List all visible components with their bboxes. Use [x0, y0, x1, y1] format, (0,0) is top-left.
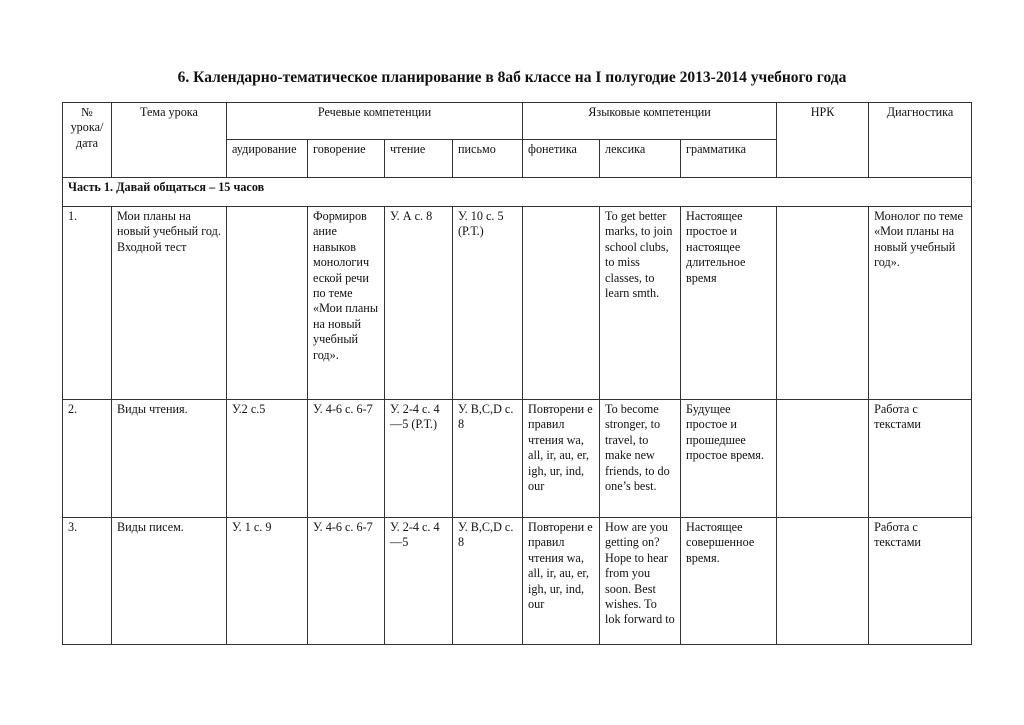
cell-lexis: To get better marks, to join school clubs, to miss classes, to learn smth.: [600, 207, 681, 400]
cell-reading: У. 2-4 с. 4—5: [385, 518, 453, 645]
header-num: № урока/ дата: [63, 103, 112, 178]
cell-topic: Виды писем.: [112, 518, 227, 645]
cell-nrk: [777, 518, 869, 645]
cell-speaking: Формиров ание навыков монологич еской речи по теме «Мои планы на новый учебный год».: [308, 207, 385, 400]
table-row: [63, 400, 972, 518]
header-row-1: [63, 103, 972, 140]
header-lexis: лексика: [600, 140, 681, 178]
section-title: Часть 1. Давай общаться – 15 часов: [63, 178, 972, 207]
cell-speaking: У. 4-6 с. 6-7: [308, 518, 385, 645]
header-diagnostics: Диагностика: [869, 103, 972, 178]
cell-writing: У. 10 с. 5 (Р.Т.): [453, 207, 523, 400]
cell-grammar: Будущее простое и прошедшее простое время.: [681, 400, 777, 518]
cell-speaking: У. 4-6 с. 6-7: [308, 400, 385, 518]
cell-num: 2.: [63, 400, 112, 518]
cell-phonetics: [523, 207, 600, 400]
document-title: 6. Календарно-тематическое планирование в 8аб классе на I полугодие 2013-2014 учебного года: [177, 69, 847, 86]
table-row: [63, 518, 972, 645]
header-nrk: НРК: [777, 103, 869, 178]
header-phonetics: фонетика: [523, 140, 600, 178]
header-writing: письмо: [453, 140, 523, 178]
cell-diagnostics: Работа с текстами: [869, 518, 972, 645]
cell-num: 3.: [63, 518, 112, 645]
cell-lexis: To become stronger, to travel, to make new friends, to do one’s best.: [600, 400, 681, 518]
cell-nrk: [777, 207, 869, 400]
header-speech: Речевые компетенции: [227, 103, 523, 140]
cell-listening: У. 1 с. 9: [227, 518, 308, 645]
cell-phonetics: Повторени е правил чтения wa, all, ir, au, er, igh, ur, ind, our: [523, 518, 600, 645]
header-language: Языковые компетенции: [523, 103, 777, 140]
cell-topic: Виды чтения.: [112, 400, 227, 518]
cell-listening: [227, 207, 308, 400]
cell-nrk: [777, 400, 869, 518]
cell-lexis: How are you getting on? Hope to hear from you soon. Best wishes. To lok forward to: [600, 518, 681, 645]
cell-writing: У. B,C,D с. 8: [453, 518, 523, 645]
cell-grammar: Настоящее простое и настоящее длительное время: [681, 207, 777, 400]
cell-diagnostics: Монолог по теме «Мои планы на новый учебный год».: [869, 207, 972, 400]
header-speaking: говорение: [308, 140, 385, 178]
header-grammar: грамматика: [681, 140, 777, 178]
cell-listening: У.2 с.5: [227, 400, 308, 518]
header-listening: аудирование: [227, 140, 308, 178]
cell-grammar: Настоящее совершенное время.: [681, 518, 777, 645]
section-row: [63, 178, 972, 207]
header-topic: Тема урока: [112, 103, 227, 178]
cell-writing: У. B,C,D с. 8: [453, 400, 523, 518]
cell-diagnostics: Работа с текстами: [869, 400, 972, 518]
header-reading: чтение: [385, 140, 453, 178]
cell-reading: У. 2-4 с. 4—5 (Р.Т.): [385, 400, 453, 518]
cell-reading: У. А с. 8: [385, 207, 453, 400]
cell-topic: Мои планы на новый учебный год. Входной тест: [112, 207, 227, 400]
cell-num: 1.: [63, 207, 112, 400]
planning-table: [62, 102, 972, 645]
cell-phonetics: Повторени е правил чтения wa, all, ir, au, er, igh, ur, ind, our: [523, 400, 600, 518]
table-row: [63, 207, 972, 400]
